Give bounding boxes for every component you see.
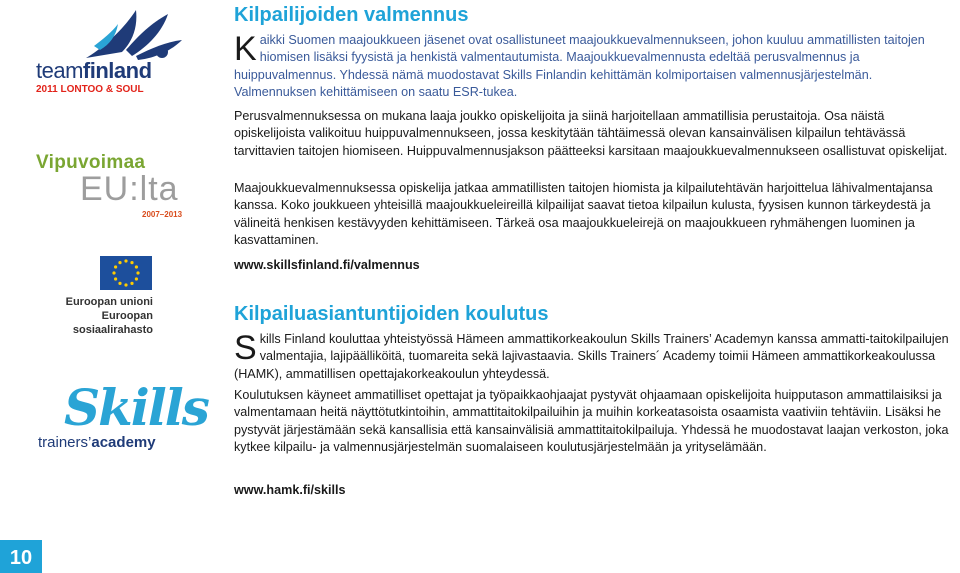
hamk-link[interactable]: www.hamk.fi/skills <box>234 483 346 497</box>
section-title-kilpailuasiantuntijoiden-koulutus: Kilpailuasiantuntijoiden koulutus <box>234 303 549 325</box>
section-title-kilpailijoiden-valmennus: Kilpailijoiden valmennus <box>234 4 469 26</box>
section1-intro-text: aikki Suomen maajoukkueen jäsenet ovat osallistuneet maajoukkuevalmennukseen, johon kuuluu ammatillisten taitojen hiomisen lisäksi fyysistä ja henkistä valmentautumista. Maajoukkuevalmennusta edeltää perusvalmennus ja huippuvalmennus. Yhdessä nämä muodostavat Skills Finlandin kehittämän kolmiportaisen valmennusjärjestelmän. Valmennuksen kehittämiseen on saatu ESR-tukea. <box>234 33 925 100</box>
eu-line-2: Euroopan sosiaalirahasto <box>72 310 153 336</box>
section1-paragraph-2: Perusvalmennuksessa on mukana laaja joukko opiskelijoita ja siinä harjoitellaan ammatillisia perustaitoja. Osa näistä opiskelijoista valikoituu huippuvalmennukseen, jossa keskitytään tähtäimessä olevan kansainvälisen kilpailun tehtävässä tarvittavien taitojen hiomiseen. Huippuvalmennusjakson päätteeksi karsitaan maajoukkuevalmennukseen osallistuvat opiskelijat. <box>234 109 948 158</box>
academy-word: academy <box>91 434 156 451</box>
bird-icon <box>76 6 186 66</box>
teamfinland-team: team <box>36 58 83 83</box>
eu-line-1: Euroopan unioni <box>65 296 153 308</box>
teamfinland-subtitle: 2011 LONTOO & SOUL <box>36 84 144 95</box>
trainers-academy-text: trainers’academy <box>38 434 156 451</box>
section2-intro <box>234 331 956 383</box>
section1-paragraph-3: Maajoukkuevalmennuksessa opiskelija jatkaa ammatillisten taitojen hiomista ja kilpailutehtävän harjoittelua lähivalmentajansa kanssa. Koko joukkueen yhteisillä maajoukkueleireillä kilpailijat saavat tietoa kilpailun kulusta, fyysisen kunnon tärkeydestä ja välineitä henkisen kestävyyden kehittämiseen. Tärkeä osa maajoukkueleirejä on maajoukkueen ryhmähengen luominen ja kasvattaminen. <box>234 181 933 248</box>
trainers-word: trainers <box>38 434 89 451</box>
skills-trainers-academy-logo <box>36 378 208 462</box>
vipuvoimaa-title: Vipuvoimaa <box>36 152 146 173</box>
sidebar-logos <box>0 0 208 573</box>
skillsfinland-link[interactable]: www.skillsfinland.fi/valmennus <box>234 258 420 272</box>
teamfinland-wordmark <box>36 58 152 84</box>
skills-wordmark: Skills <box>64 378 208 437</box>
page-number: 10 <box>0 540 42 573</box>
vipuvoimaa-logo <box>36 152 196 222</box>
drop-cap: K <box>234 30 257 68</box>
section2-intro-text: kills Finland kouluttaa yhteistyössä Hämeen ammattikorkeakoulun Skills Trainers’ Academyn kanssa ammatti-taitokilpailujen valmentajia, lajipäälliköitä, tuomareita sekä lajivastaavia. Skills Trainers´ Academy toimii Hämeen ammattikorkeakoulussa (HAMK), ammatillisen opettajakorkeakoulun yhteydessä. <box>234 332 949 381</box>
teamfinland-finland: finland <box>82 58 152 83</box>
teamfinland-logo <box>36 6 196 95</box>
vipuvoimaa-years: 2007–2013 <box>142 210 183 219</box>
vipuvoimaa-eu: EU:lta <box>80 170 179 208</box>
section1-intro <box>234 32 956 102</box>
eu-stars-icon <box>100 256 152 290</box>
eu-caption <box>38 295 153 337</box>
eu-flag-icon <box>100 256 152 290</box>
drop-cap: S <box>234 329 257 367</box>
section2-paragraph-2: Koulutuksen käyneet ammatilliset opettajat ja työpaikkaohjaajat pystyvät ohjaamaan opiskelijoita huipputason ammattilaisiksi ja valmentamaan heitä näyttötutkintoihin, ammattitaitokilpailuihin ja muihin korkeatasoista osaamista vaativiin tehtäviin. Lisäksi he pystyvät järjestämään sekä kansallisia että kansainvälisiä ammattitaitokilpailuja. Yhdessä he muodostavat laajan verkoston, joka kytkee kilpailu- ja valmennusjärjestelmän suomalaiseen koulutusjärjestelmään ja yrityselämään. <box>234 388 949 455</box>
